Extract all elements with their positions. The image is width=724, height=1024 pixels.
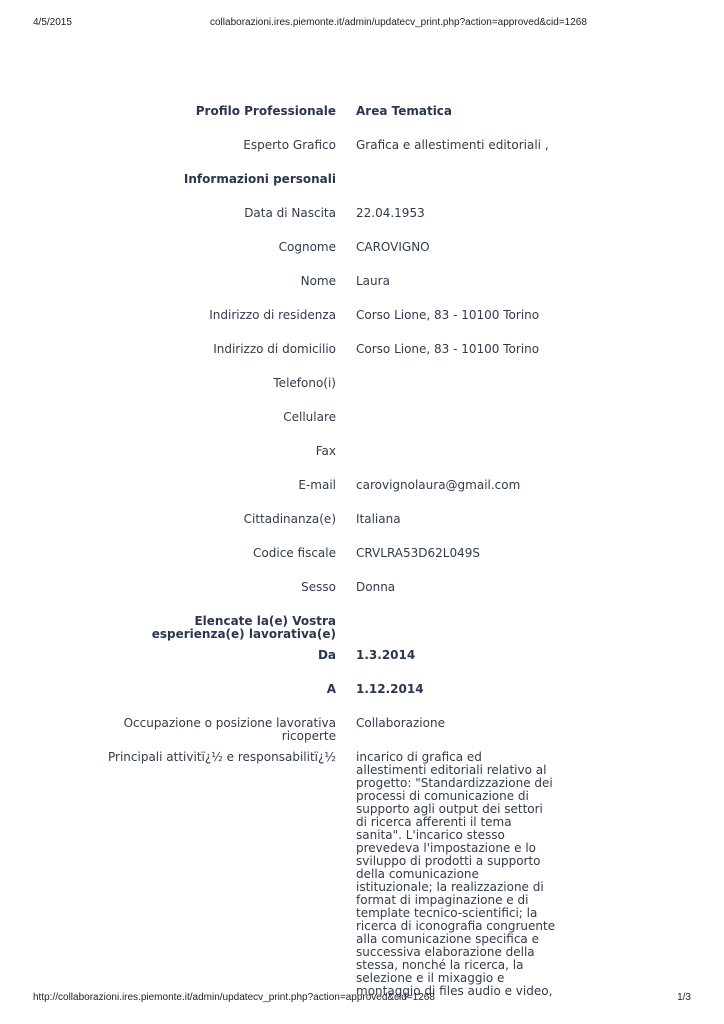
experience-activities-value: incarico di grafica ed allestimenti editoriali relativo al progetto: "Standardizzazione dei processi di comunicazione di supporto agli output dei settori di ricerca afferenti il tema sanita". L'incarico stesso prevedeva l'impostazione e lo sviluppo di prodotti a supporto della comunicazione istituzionale; la realizzazione di format di impaginazione e di template tecnico-scientifici; la ricerca di iconografia congruente alla comunicazione specifica e successiva elaborazione della stessa, nonché la ricerca, la selezione e il mixaggio e montaggio di files audio e video, — [356, 750, 556, 998]
print-url[interactable]: collaborazioni.ires.piemonte.it/admin/updatecv_print.php?action=approved&cid=1268 — [210, 17, 587, 28]
field-row — [40, 309, 600, 343]
field-label: Fax — [315, 444, 336, 458]
experience-occupation-row — [40, 717, 600, 751]
field-row — [40, 513, 600, 547]
field-value: Corso Lione, 83 - 10100 Torino — [356, 308, 540, 322]
experience-activities-label: Principali attivitï¿½ e responsabilitï¿½ — [108, 750, 336, 764]
print-header — [0, 17, 724, 31]
field-row — [40, 343, 600, 377]
experience-occupation-value: Collaborazione — [356, 716, 445, 730]
field-label: Indirizzo di residenza — [209, 308, 336, 322]
field-label: Indirizzo di domicilio — [213, 342, 336, 356]
profile-heading-row — [40, 105, 600, 139]
field-value: Donna — [356, 580, 396, 594]
page-number: 1/3 — [677, 992, 691, 1003]
experience-from-label: Da — [317, 648, 336, 662]
field-label: Cellulare — [283, 410, 336, 424]
field-row — [40, 275, 600, 309]
field-value — [356, 377, 600, 411]
personal-section-row — [40, 173, 600, 207]
field-value: 22.04.1953 — [356, 206, 425, 220]
field-label: E-mail — [298, 478, 336, 492]
profile-role-value: Grafica e allestimenti editoriali , — [356, 138, 549, 152]
field-label: Telefono(i) — [273, 376, 336, 390]
field-row — [40, 581, 600, 615]
field-row — [40, 479, 600, 513]
experience-to-value: 1.12.2014 — [356, 682, 424, 696]
personal-section-title: Informazioni personali — [183, 172, 336, 186]
field-value: CRVLRA53D62L049S — [356, 546, 481, 560]
field-value: Corso Lione, 83 - 10100 Torino — [356, 342, 540, 356]
field-label: Cognome — [278, 240, 336, 254]
experience-activities-row — [40, 751, 600, 998]
field-value: carovignolaura@gmail.com — [356, 478, 521, 492]
field-value — [356, 445, 600, 479]
field-label: Nome — [300, 274, 336, 288]
experience-section-row — [40, 615, 600, 649]
experience-to-row — [40, 683, 600, 717]
field-row — [40, 445, 600, 479]
experience-from-value: 1.3.2014 — [356, 648, 416, 662]
experience-to-label: A — [326, 682, 336, 696]
print-date: 4/5/2015 — [33, 17, 72, 28]
field-value: Italiana — [356, 512, 401, 526]
field-value — [356, 411, 600, 445]
field-value: CAROVIGNO — [356, 240, 430, 254]
experience-from-row — [40, 649, 600, 683]
profile-heading-value: Area Tematica — [356, 104, 453, 118]
field-row — [40, 207, 600, 241]
field-row — [40, 547, 600, 581]
field-row — [40, 241, 600, 275]
field-label: Codice fiscale — [253, 546, 336, 560]
profile-role-row — [40, 139, 600, 173]
profile-heading-label: Profilo Professionale — [195, 104, 336, 118]
experience-section-title: Elencate la(e) Vostra esperienza(e) lavorativa(e) — [151, 614, 336, 641]
field-label: Sesso — [301, 580, 336, 594]
experience-occupation-label: Occupazione o posizione lavorativa ricoperte — [123, 716, 336, 743]
field-row — [40, 411, 600, 445]
field-label: Data di Nascita — [244, 206, 336, 220]
footer-url[interactable]: http://collaborazioni.ires.piemonte.it/admin/updatecv_print.php?action=approved&cid=1268 — [33, 992, 435, 1003]
field-label: Cittadinanza(e) — [243, 512, 336, 526]
cv-table — [40, 105, 600, 998]
field-value: Laura — [356, 274, 390, 288]
field-row — [40, 377, 600, 411]
print-footer — [0, 992, 724, 1006]
profile-role-label: Esperto Grafico — [243, 138, 336, 152]
